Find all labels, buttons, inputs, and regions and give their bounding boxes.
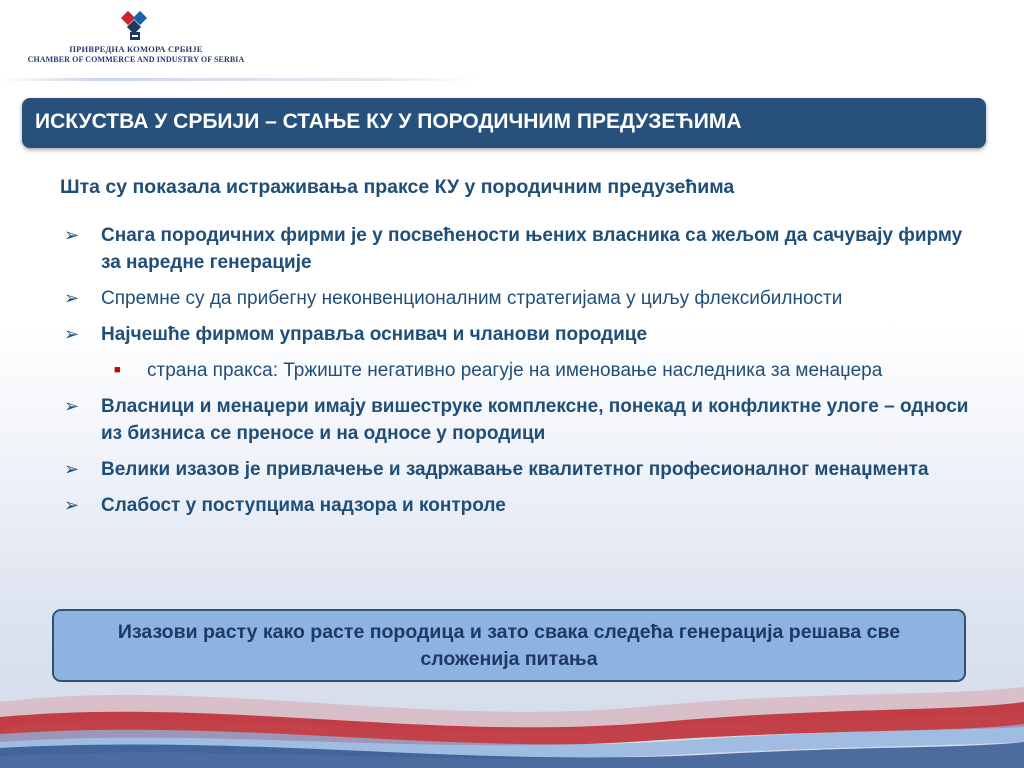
title-bar: [22, 98, 986, 148]
bullet-item: [64, 285, 974, 312]
square-bullet-icon: ■: [114, 364, 121, 376]
note-box: [52, 609, 966, 682]
bullet-text: Слабост у поступцима надзора и контроле: [101, 495, 506, 516]
slide-title: ИСКУСТВА У СРБИЈИ – СТАЊЕ КУ У ПОРОДИЧНИМ ПРЕДУЗЕЋИМА: [35, 110, 742, 133]
bullet-text: Велики изазов је привлачење и задржавање квалитетног професионалног менаџмента: [101, 459, 929, 480]
bullet-list: [64, 222, 974, 528]
bullet-item: [64, 393, 974, 447]
arrow-bullet-icon: ➢: [64, 459, 80, 479]
chamber-logo-icon: [120, 10, 150, 42]
slide-subtitle: Шта су показала истраживања праксе КУ у породичним предузећима: [60, 176, 735, 198]
bullet-text: Власници и менаџери имају вишеструке комплексне, понекад и конфликтне улоге – односи из бизниса се преносе и на односе у породици: [101, 396, 969, 444]
bullet-text: Најчешће фирмом управља оснивач и чланови породице: [101, 324, 648, 345]
bullet-text: страна пракса: Тржиште негативно реагује на именовање наследника за менаџера: [147, 360, 883, 381]
bullet-text: Спремне су да прибегну неконвенционалним стратегијама у циљу флексибилности: [101, 288, 843, 309]
bullet-text: Снага породичних фирми је у посвећености њених власника са жељом да сачувају фирму за наредне генерације: [101, 225, 963, 273]
arrow-bullet-icon: ➢: [64, 288, 80, 308]
bullet-item: [64, 321, 974, 348]
note-text: Изазови расту како расте породица и зато свака следећа генерација решава све сложенија питања: [117, 620, 901, 670]
decorative-waves: [0, 672, 1024, 768]
sub-bullet-item: [64, 357, 974, 384]
chamber-logo: [16, 8, 256, 68]
bullet-item: [64, 222, 974, 276]
arrow-bullet-icon: ➢: [64, 495, 80, 515]
bullet-item: [64, 456, 974, 483]
org-name-english: CHAMBER OF COMMERCE AND INDUSTRY OF SERBIA: [27, 55, 245, 64]
org-name-cyrillic: ПРИВРЕДНА КОМОРА СРБИЈЕ: [69, 44, 203, 54]
bullet-item: [64, 492, 974, 519]
arrow-bullet-icon: ➢: [64, 225, 80, 245]
arrow-bullet-icon: ➢: [64, 396, 80, 416]
arrow-bullet-icon: ➢: [64, 324, 80, 344]
header-divider: [0, 78, 480, 81]
